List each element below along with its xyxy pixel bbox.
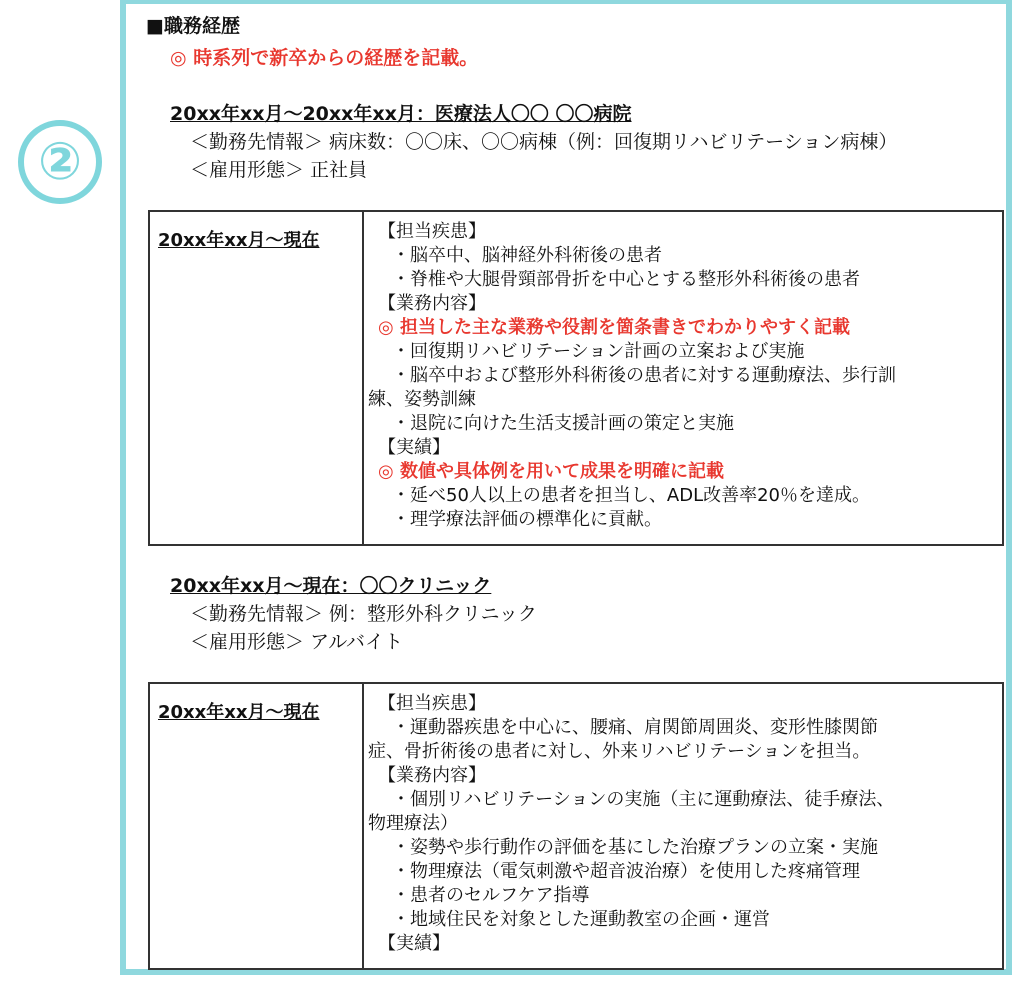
- job1-detail-line: ◎ 担当した主な業務や役割を箇条書きでわかりやすく記載: [378, 317, 850, 338]
- job2-detail-line: 物理療法）: [368, 813, 458, 834]
- job1-period: 20xx年xx月〜現在: [158, 230, 320, 251]
- job1-detail-line: ・回復期リハビリテーション計画の立案および実施: [392, 341, 805, 362]
- job1-detail-content: [368, 220, 984, 532]
- job1-detail-line: 練、姿勢訓練: [368, 389, 476, 410]
- section-number-badge: ②: [18, 120, 102, 204]
- job2-detail-line: ・患者のセルフケア指導: [392, 885, 590, 906]
- job2-detail-table: [148, 682, 1004, 970]
- job1-detail-line: ◎ 数値や具体例を用いて成果を明確に記載: [378, 461, 724, 482]
- job1-detail-line: ・脳卒中および整形外科術後の患者に対する運動療法、歩行訓: [392, 365, 896, 386]
- job2-workplace-info: ＜勤務先情報＞ 例：整形外科クリニック: [190, 603, 537, 625]
- job2-detail-line: 症、骨折術後の患者に対し、外来リハビリテーションを担当。: [368, 741, 871, 762]
- job1-detail-line: ・脳卒中、脳神経外科術後の患者: [392, 245, 662, 266]
- job2-detail-line: 【実績】: [378, 933, 450, 954]
- job1-detail-line: 【担当疾患】: [378, 221, 486, 242]
- job1-detail-line: 【業務内容】: [378, 293, 486, 314]
- job1-employment-type: ＜雇用形態＞ 正社員: [190, 159, 368, 181]
- job1-detail-line: 【実績】: [378, 437, 450, 458]
- job2-detail-line: ・物理療法（電気刺激や超音波治療）を使用した疼痛管理: [392, 861, 860, 882]
- job2-period: 20xx年xx月〜現在: [158, 702, 320, 723]
- job2-detail-line: ・地域住民を対象とした運動教室の企画・運営: [392, 909, 770, 930]
- job2-detail-line: 【業務内容】: [378, 765, 486, 786]
- job2-detail-content: [368, 692, 984, 956]
- job2-heading: 20xx年xx月〜現在：〇〇クリニック: [170, 575, 492, 597]
- job2-detail-line: ・運動器疾患を中心に、腰痛、肩関節周囲炎、変形性膝関節: [392, 717, 878, 738]
- job1-detail-table: [148, 210, 1004, 546]
- document-frame: [120, 0, 1012, 975]
- job1-detail-line: ・理学療法評価の標準化に貢献。: [392, 509, 662, 530]
- job1-detail-line: ・延べ50人以上の患者を担当し、ADL改善率20％を達成。: [392, 485, 871, 506]
- instruction-note: ◎ 時系列で新卒からの経歴を記載。: [170, 47, 479, 69]
- job1-detail-line: ・脊椎や大腿骨頸部骨折を中心とする整形外科術後の患者: [392, 269, 860, 290]
- job2-detail-line: ・個別リハビリテーションの実施（主に運動療法、徒手療法、: [392, 789, 895, 810]
- job1-heading: 20xx年xx月〜20xx年xx月：医療法人〇〇 〇〇病院: [170, 103, 632, 125]
- job1-detail-line: ・退院に向けた生活支援計画の策定と実施: [392, 413, 734, 434]
- section-title: ■職務経歴: [146, 15, 240, 37]
- job2-employment-type: ＜雇用形態＞ アルバイト: [190, 631, 403, 653]
- job1-workplace-info: ＜勤務先情報＞ 病床数：〇〇床、〇〇病棟（例：回復期リハビリテーション病棟）: [190, 131, 898, 153]
- job2-detail-line: ・姿勢や歩行動作の評価を基にした治療プランの立案・実施: [392, 837, 878, 858]
- job2-detail-line: 【担当疾患】: [378, 693, 486, 714]
